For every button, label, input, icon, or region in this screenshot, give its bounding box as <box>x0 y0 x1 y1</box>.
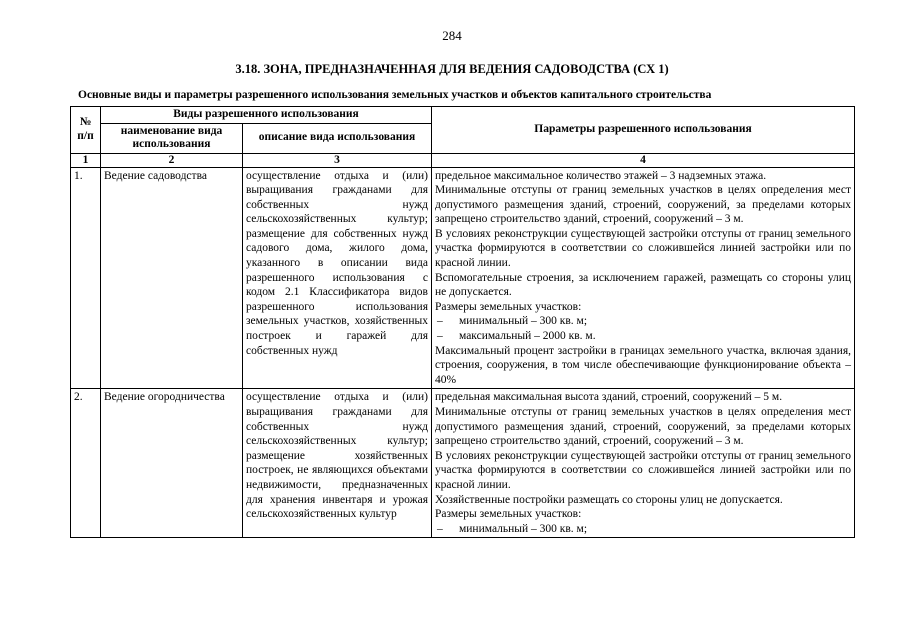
use-parameters <box>432 389 855 538</box>
param-text: Размеры земельных участков: <box>435 508 582 521</box>
section-title: 3.18. ЗОНА, ПРЕДНАЗНАЧЕННАЯ ДЛЯ ВЕДЕНИЯ САДОВОДСТВА (СХ 1) <box>235 62 669 76</box>
table-row <box>71 389 855 538</box>
header-params: Параметры разрешенного использования <box>432 107 855 154</box>
column-number: 2 <box>101 153 243 167</box>
param-text: предельное максимальное количество этажей – 3 надземных этажа. <box>435 169 767 182</box>
list-item-text: минимальный – 300 кв. м; <box>459 522 588 535</box>
param-text: В условиях реконструкции существующей застройки отступы от границ земельного участка формируются в соответствии со сложившейся линией застройки или по красной линии. <box>435 449 851 491</box>
list-item <box>435 329 851 344</box>
table-caption: Основные виды и параметры разрешенного использования земельных участков и объектов капитального строительства <box>78 89 712 101</box>
header-row <box>71 107 855 124</box>
list-item <box>435 314 851 329</box>
column-number: 1 <box>71 153 101 167</box>
param-text: Размеры земельных участков: <box>435 300 582 313</box>
use-type-description: осуществление отдыха и (или) выращивания гражданами для собственных нужд сельскохозяйственных культур; размещение для собственных нужд садового дома, жилого дома, указанного в описании вида разрешенного использования с кодом 2.1 Классификатора видов разрешенного использования земельных участков, хозяйственных построек и гаражей для собственных нужд <box>243 167 432 389</box>
header-description: описание вида использования <box>243 123 432 153</box>
list-item-text: максимальный – 2000 кв. м. <box>459 330 596 343</box>
column-number: 3 <box>243 153 432 167</box>
page-number: 284 <box>442 28 462 43</box>
header-num: № п/п <box>71 107 101 154</box>
use-type-name: Ведение огородничества <box>101 389 243 538</box>
header-types-group: Виды разрешенного использования <box>101 107 432 124</box>
list-dash: – <box>437 330 443 343</box>
list-item-text: минимальный – 300 кв. м; <box>459 315 588 328</box>
use-type-description: осуществление отдыха и (или) выращивания гражданами для собственных нужд сельскохозяйственных культур; размещение хозяйственных построек, не являющихся объектами недвижимости, предназначенных для хранения инвентаря и урожая сельскохозяйственных культур <box>243 389 432 538</box>
param-text: Минимальные отступы от границ земельных участков в целях определения мест допустимого размещения зданий, строений, сооружений, за пределами которых запрещено строительство зданий, строений, сооружений – 3 м. <box>435 184 851 226</box>
param-text: Вспомогательные строения, за исключением гаражей, размещать со стороны улиц не допускается. <box>435 271 851 299</box>
param-text: предельная максимальная высота зданий, строений, сооружений – 5 м. <box>435 391 783 404</box>
use-parameters <box>432 167 855 389</box>
list-item <box>435 522 851 537</box>
param-text: Максимальный процент застройки в границах земельного участка, включая здания, строения, сооружения, в том числе обеспечивающие функционирование объекта – 40% <box>435 344 851 386</box>
list-dash: – <box>437 315 443 328</box>
table-row <box>71 167 855 389</box>
use-type-name: Ведение садоводства <box>101 167 243 389</box>
land-use-table <box>70 106 855 538</box>
column-number: 4 <box>432 153 855 167</box>
param-text: Хозяйственные постройки размещать со стороны улиц не допускается. <box>435 493 783 506</box>
row-number: 2. <box>71 389 101 538</box>
column-numbers-row <box>71 153 855 167</box>
header-name: наименование вида использования <box>101 123 243 153</box>
row-number: 1. <box>71 167 101 389</box>
param-text: В условиях реконструкции существующей застройки отступы от границ земельного участка формируются в соответствии со сложившейся линией застройки или по красной линии. <box>435 227 851 270</box>
param-text: Минимальные отступы от границ земельных участков в целях определения мест допустимого размещения зданий, строений, сооружений, за пределами которых запрещено строительство зданий, строений, сооружений – 3 м. <box>435 406 851 448</box>
list-dash: – <box>437 522 443 535</box>
